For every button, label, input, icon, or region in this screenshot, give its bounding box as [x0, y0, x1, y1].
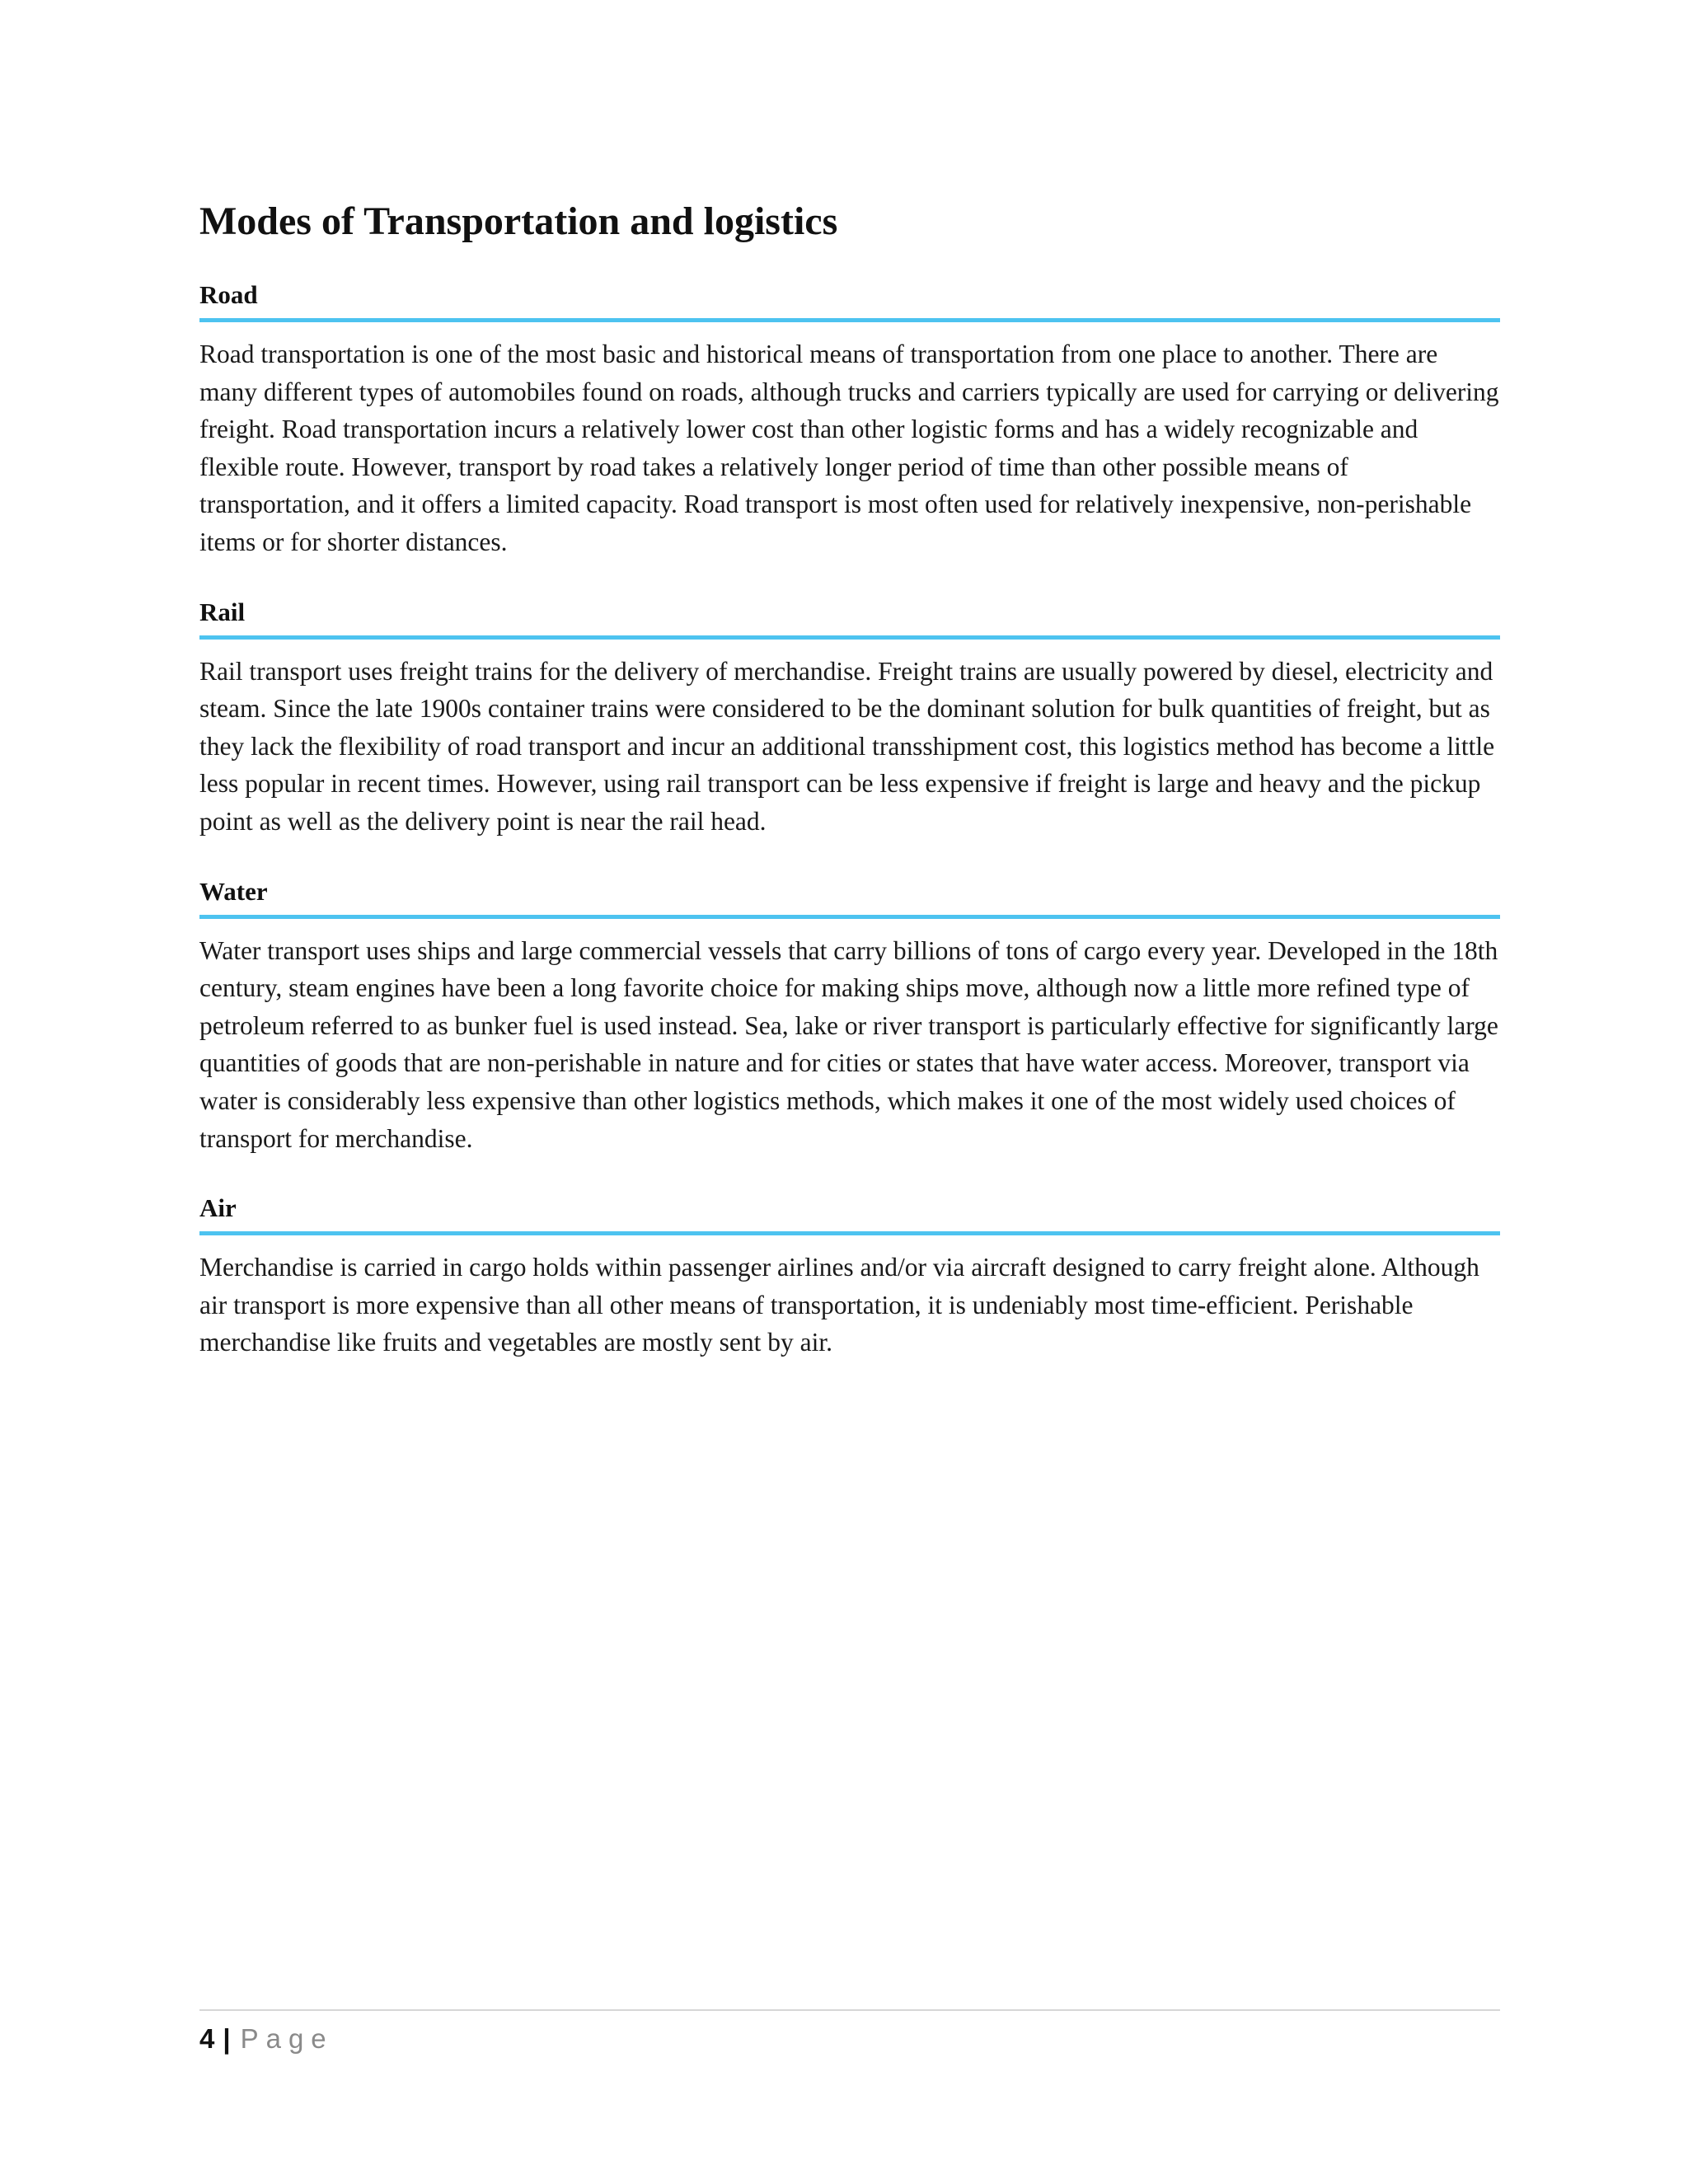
- page-footer: [199, 2009, 1500, 2057]
- section-body-road: Road transportation is one of the most basic and historical means of transportation from one place to another. There are many different types of automobiles found on roads, although trucks and carriers typically are used for carrying or delivering freight. Road transportation incurs a relatively lower cost than other logistic forms and has a widely recognizable and flexible route. However, transport by road takes a relatively longer period of time than other possible means of transportation, and it offers a limited capacity. Road transport is most often used for relatively inexpensive, non-perishable items or for shorter distances.: [199, 340, 1499, 556]
- section-body-rail: Rail transport uses freight trains for the delivery of merchandise. Freight trains are usually powered by diesel, electricity and steam. Since the late 1900s container trains were considered to be the dominant solution for bulk quantities of freight, but as they lack the flexibility of road transport and incur an additional transshipment cost, this logistics method has become a little less popular in recent times. However, using rail transport can be less expensive if freight is large and heavy and the pickup point as well as the delivery point is near the rail head.: [199, 656, 1495, 836]
- page-separator: |: [223, 2023, 231, 2054]
- page-label: Page: [240, 2023, 334, 2054]
- section-road: [199, 279, 1500, 561]
- page-number: 4: [199, 2023, 215, 2054]
- section-water: [199, 875, 1500, 1158]
- page-title: Modes of Transportation and logistics: [199, 199, 838, 243]
- section-rail: [199, 596, 1500, 841]
- section-heading-water: Water: [199, 875, 1500, 919]
- section-air: [199, 1192, 1500, 1361]
- page-content: [199, 198, 1500, 1396]
- section-heading-air: Air: [199, 1192, 1500, 1235]
- section-heading-rail: Rail: [199, 596, 1500, 640]
- section-body-air: Merchandise is carried in cargo holds within passenger airlines and/or via aircraft designed to carry freight alone. Although air transport is more expensive than all other means of transportation, it is undeniably most time-efficient. Perishable merchandise like fruits and vegetables are mostly sent by air.: [199, 1253, 1479, 1357]
- section-body-water: Water transport uses ships and large commercial vessels that carry billions of tons of cargo every year. Developed in the 18th century, steam engines have been a long favorite choice for making ships move, although now a little more refined type of petroleum referred to as bunker fuel is used instead. Sea, lake or river transport is particularly effective for significantly large quantities of goods that are non-perishable in nature and for cities or states that have water access. Moreover, transport via water is considerably less expensive than other logistics methods, which makes it one of the most widely used choices of transport for merchandise.: [199, 935, 1498, 1153]
- section-heading-road: Road: [199, 279, 1500, 322]
